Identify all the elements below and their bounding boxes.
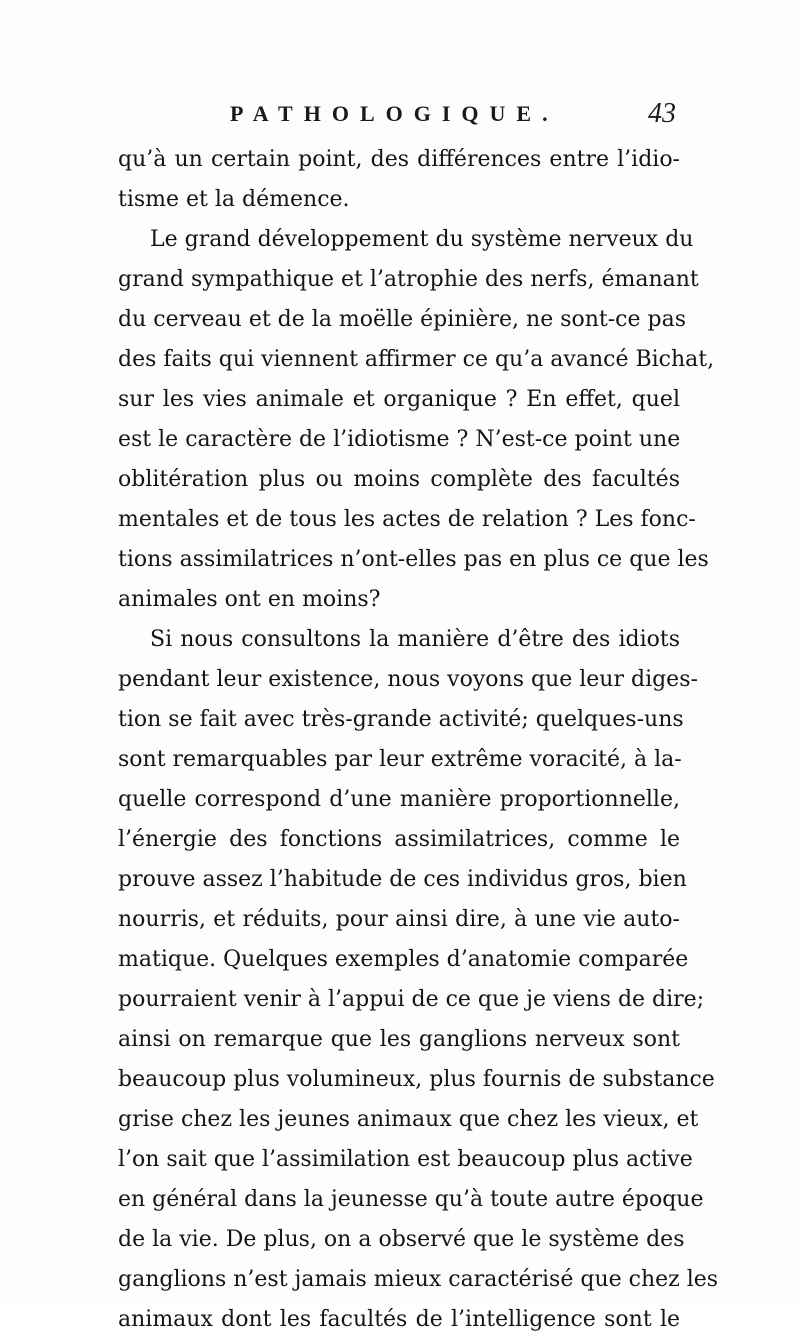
page-number: 43 [648, 98, 676, 129]
text-line: ainsi on remarque que les ganglions nerveux sont [118, 1027, 680, 1052]
text-line: tion se fait avec très-grande activité; quelques-uns [118, 707, 684, 732]
text-line: animaux dont les facultés de l’intelligence sont le [118, 1307, 680, 1332]
text-line: qu’à un certain point, des différences entre l’idio- [118, 147, 680, 172]
text-line: beaucoup plus volumineux, plus fournis de substance [118, 1067, 715, 1092]
text-line: grise chez les jeunes animaux que chez les vieux, et [118, 1107, 699, 1132]
text-line: de la vie. De plus, on a observé que le système des [118, 1227, 685, 1252]
body-text [118, 140, 719, 1340]
text-line: oblitération plus ou moins complète des facultés [118, 467, 680, 492]
text-line: est le caractère de l’idiotisme ? N’est-ce point une [118, 427, 681, 452]
text-line: animales ont en moins? [118, 587, 381, 612]
text-line: mentales et de tous les actes de relation ? Les fonc- [118, 507, 696, 532]
text-line: du cerveau et de la moëlle épinière, ne sont-ce pas [118, 307, 687, 332]
text-line: tisme et la démence. [118, 187, 350, 212]
text-line: ganglions n’est jamais mieux caractérisé que chez les [118, 1267, 719, 1292]
text-line: quelle correspond d’une manière proportionnelle, [118, 787, 680, 812]
text-line: l’on sait que l’assimilation est beaucoup plus active [118, 1147, 693, 1172]
text-line: en général dans la jeunesse qu’à toute autre époque [118, 1187, 704, 1212]
text-line: nourris, et réduits, pour ainsi dire, à une vie auto- [118, 907, 680, 932]
running-head [118, 96, 678, 132]
running-title: PATHOLOGIQUE. [230, 101, 559, 126]
text-line: matique. Quelques exemples d’anatomie comparée [118, 947, 689, 972]
text-line: sont remarquables par leur extrême voracité, à la- [118, 747, 682, 772]
text-line: des faits qui viennent affirmer ce qu’a avancé Bichat, [118, 347, 715, 372]
text-line: sur les vies animale et organique ? En effet, quel [118, 387, 680, 412]
text-line: Si nous consultons la manière d’être des idiots [150, 627, 680, 652]
text-line: prouve assez l’habitude de ces individus gros, bien [118, 867, 687, 892]
text-line: pourraient venir à l’appui de ce que je viens de dire; [118, 987, 705, 1012]
text-line: pendant leur existence, nous voyons que leur diges- [118, 667, 698, 692]
text-line: l’énergie des fonctions assimilatrices, comme le [118, 827, 680, 852]
text-line: grand sympathique et l’atrophie des nerfs, émanant [118, 267, 699, 292]
text-line: Le grand développement du système nerveux du [150, 227, 694, 252]
text-line: tions assimilatrices n’ont-elles pas en plus ce que les [118, 547, 709, 572]
